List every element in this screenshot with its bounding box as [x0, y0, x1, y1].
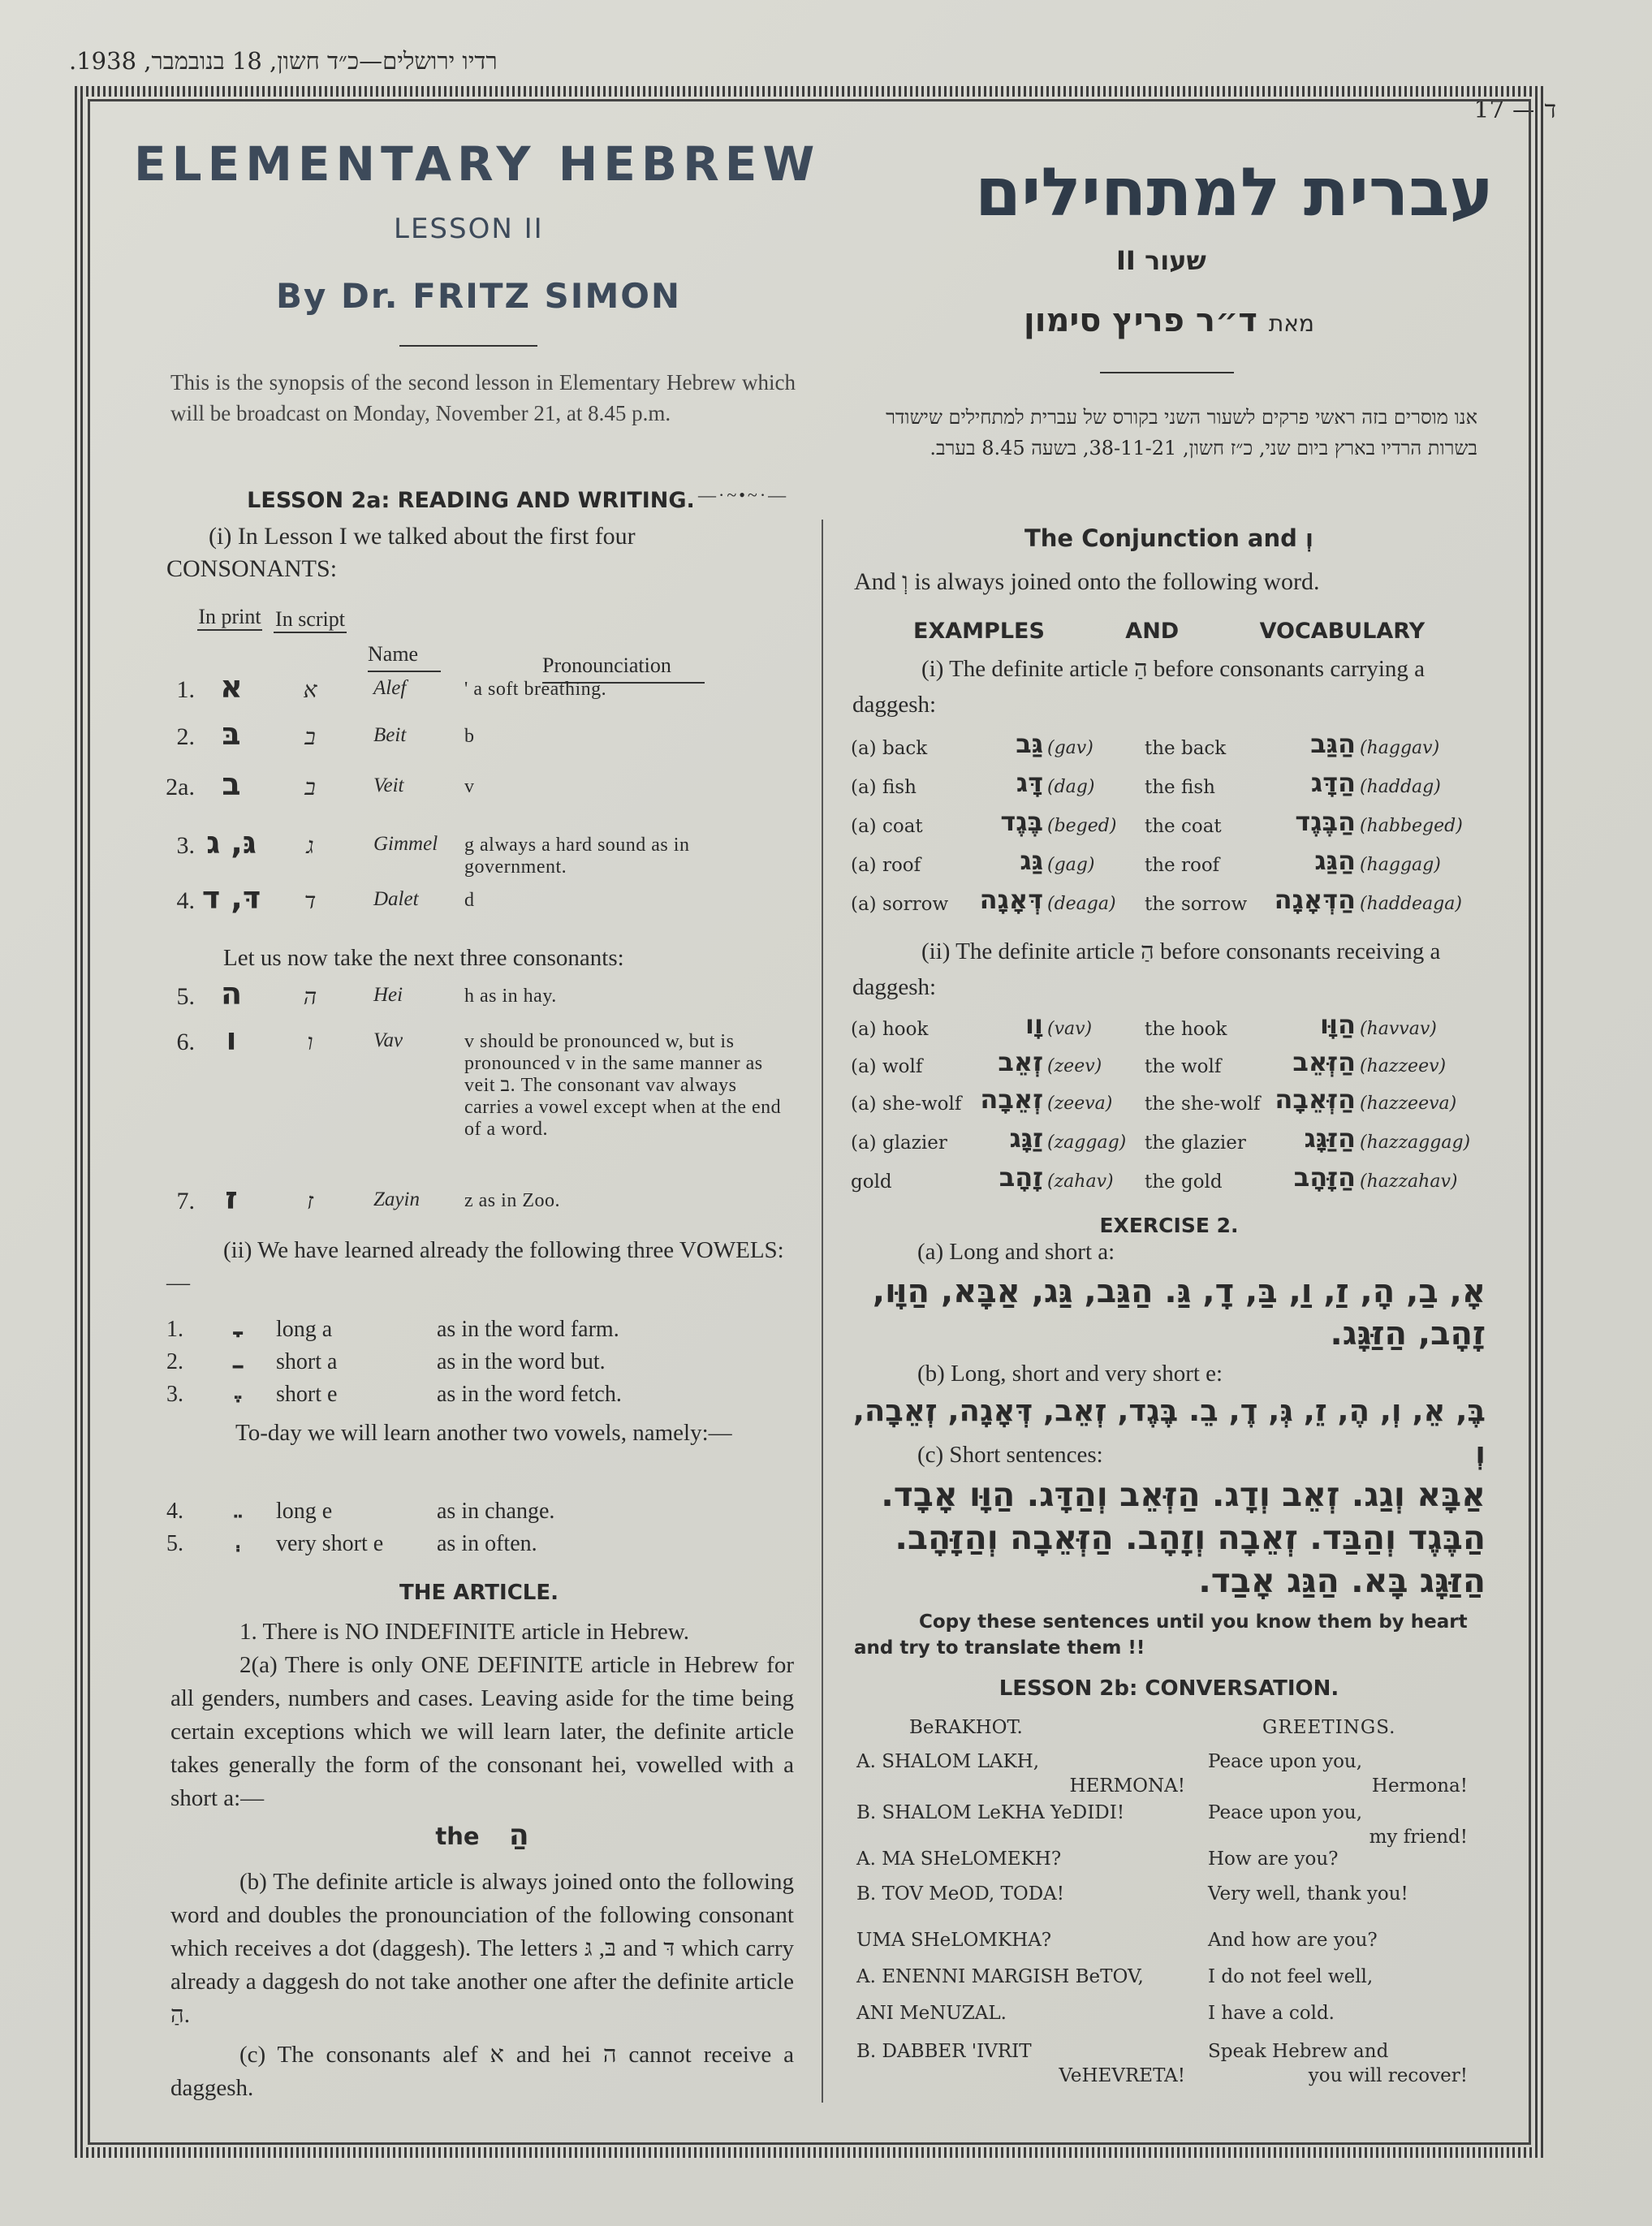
vocab-transliteration-definite: (haggav) — [1360, 738, 1440, 758]
vocab-hebrew-definite: הַזְּאֵבָה — [1275, 1084, 1356, 1115]
consonant-print: ה — [220, 976, 243, 1012]
vocab-english-definite: the roof — [1145, 855, 1220, 876]
consonant-script: ב — [304, 723, 316, 750]
consonant-name: Vav — [373, 1029, 403, 1051]
vowel-sign — [203, 1486, 252, 1518]
lesson-english: LESSON II — [394, 213, 544, 245]
conjunction-heading: The Conjunction and וְ — [1024, 524, 1313, 552]
divider — [1100, 372, 1234, 373]
vocab-hebrew: דָּג — [1016, 767, 1043, 798]
consonant-name: Dalet — [373, 888, 419, 910]
the-hebrew: הַ — [508, 1818, 529, 1852]
vowel-description: long a — [276, 1317, 333, 1342]
header-in-print: In print — [197, 605, 262, 631]
vocab-english: (a) coat — [851, 816, 923, 837]
conversation-english-line: How are you? — [1208, 1849, 1339, 1870]
vocab-english: (a) sorrow — [851, 894, 949, 915]
header-pronounciation: Pronounciation — [542, 649, 705, 684]
consonant-name: Alef — [373, 677, 407, 699]
vocab-transliteration: (zaggag) — [1047, 1132, 1127, 1153]
vocab-hebrew: גַּג — [1020, 845, 1043, 876]
consonant-print: בּ — [222, 716, 241, 752]
vocab-hebrew-definite: הַדְּאָגָה — [1274, 884, 1356, 915]
vocab-transliteration-definite: (havvav) — [1360, 1019, 1437, 1039]
vocab-hebrew-definite: הַזָּהָב — [1293, 1162, 1356, 1193]
vocab-english: (a) roof — [851, 855, 921, 876]
synopsis-hebrew: אנו מוסרים בזה ראשי פרקים לשעור השני בקורס של עברית למתחילים שישודר בשרות הרדיו בארץ ביום שני, כ״ז חשון, 38-11-21, בשעה 8.45 בערב. — [886, 406, 1477, 459]
vocab-transliteration: (zeeva) — [1047, 1094, 1113, 1114]
consonant-pronunciation: v — [464, 776, 475, 797]
vocab-english-definite: the back — [1145, 738, 1227, 759]
vocab-hebrew: זָהָב — [999, 1162, 1043, 1193]
consonant-print: א — [220, 669, 243, 705]
vowels-intro-text: (ii) We have learned already the following three VOWELS:— — [166, 1237, 784, 1296]
vocab-transliteration: (gav) — [1047, 738, 1093, 758]
exercise-b-label: (b) Long, short and very short e: — [917, 1361, 1223, 1387]
vowel-number: 4. — [166, 1499, 183, 1524]
exercise-c-hebrew: אַבָּא וְגַג. זְאֵב וְדָג. הַזְּאֵב וְהַדָּג. הַוָּו אָבָד. הַבֶּגֶד וְהַבַּד. זְאֵבָה וְזָהָב. הַזְּאֵבָה וְהַזָּהָב. הַזַּגָּג בָּא. הַגַּג אָבַד. — [881, 1475, 1486, 1600]
vowel-number: 5. — [166, 1531, 183, 1556]
consonant-pronunciation: b — [464, 726, 475, 747]
consonant-name: Zayin — [373, 1188, 420, 1210]
conversation-english-line-2: my friend! — [1369, 1827, 1468, 1848]
consonant-name: Veit — [373, 774, 404, 796]
vocab-hebrew-definite: הַגַּג — [1314, 845, 1356, 876]
consonant-script: ג — [306, 832, 314, 859]
consonant-number: 7. — [176, 1188, 195, 1214]
vowel-sign — [203, 1518, 252, 1551]
conversation-english-line: And how are you? — [1208, 1930, 1378, 1951]
vowel-number: 1. — [166, 1317, 183, 1342]
author-prefix: מאת — [1268, 310, 1314, 337]
exercise-a-hebrew: אָ, בַ, הָ, זַ, וַ, בַּ, דָ, גַּ. הַגַּב, גַּג, אַבָּא, הַוָּו, זָהָב, הַזַּגָּג. — [872, 1273, 1486, 1352]
vocab-english: (a) back — [851, 738, 928, 759]
vowel-example: as in the word farm. — [437, 1317, 619, 1342]
synopsis-english: This is the synopsis of the second lesson in Elementary Hebrew which will be broadcast on Monday, November 21, at 8.45 p.m. — [170, 370, 796, 425]
vowel-description: very short e — [276, 1531, 384, 1556]
left-column — [166, 485, 791, 585]
vocab-transliteration-definite: (hazzeeva) — [1360, 1094, 1457, 1114]
conversation-hebrew-line: UMA SHeLOMKHA? — [856, 1930, 1052, 1951]
vowel-description: short a — [276, 1349, 338, 1374]
vocab-transliteration-definite: (haggag) — [1360, 855, 1441, 875]
vocab-hebrew-definite: הַדָּג — [1310, 767, 1356, 798]
vocab-transliteration-definite: (hazzaggag) — [1360, 1132, 1471, 1153]
vocab-english-definite: the wolf — [1145, 1056, 1222, 1077]
header-name: Name — [368, 638, 441, 672]
vocab-hebrew: זְאֵבָה — [980, 1084, 1043, 1115]
article-heading: THE ARTICLE. — [399, 1581, 559, 1605]
vocab-english: (a) wolf — [851, 1056, 923, 1077]
next-three-text: Let us now take the next three consonants: — [223, 945, 624, 971]
vocab-english-definite: the glazier — [1145, 1132, 1246, 1154]
vocab-transliteration: (deaga) — [1047, 894, 1116, 914]
vowel-description: short e — [276, 1382, 338, 1407]
conversation-english-line: I do not feel well, — [1208, 1966, 1374, 1987]
the-label: the — [435, 1823, 480, 1850]
title-hebrew: עברית למתחילים — [975, 154, 1494, 231]
vocab-english: (a) she-wolf — [851, 1094, 962, 1115]
vocab-hebrew: וָו — [1025, 1009, 1043, 1040]
vocab-hebrew: זַגָּג — [1009, 1123, 1043, 1154]
definite-article-ii: (ii) The definite article הַ before consonants receiving a daggesh: — [852, 938, 1441, 1000]
vocab-english-definite: the coat — [1145, 816, 1222, 837]
exercise-heading: EXERCISE 2. — [1099, 1214, 1239, 1237]
vowel-sign — [203, 1369, 252, 1401]
consonant-pronunciation: v should be pronounced w, but is pronounced v in the same manner as veit ב. The consonant vav always carries a vowel except when at the end of a word. — [464, 1031, 782, 1140]
vocab-transliteration: (vav) — [1047, 1019, 1093, 1039]
consonant-print: ז — [225, 1180, 238, 1216]
vocab-hebrew-definite: הַבֶּגֶד — [1295, 806, 1356, 837]
vocab-transliteration-definite: (haddeaga) — [1360, 894, 1462, 914]
conversation-hebrew-line: A. SHALOM LAKH, — [856, 1751, 1040, 1772]
consonant-print: ו — [226, 1021, 237, 1057]
consonant-number: 1. — [176, 676, 195, 703]
consonant-name: Beit — [373, 724, 407, 746]
vocab-hebrew: בֶּגֶד — [1000, 806, 1043, 837]
exercise-c-label: (c) Short sentences: — [917, 1442, 1103, 1468]
consonant-number: 6. — [176, 1029, 195, 1055]
vowels-intro — [166, 1234, 791, 1299]
conversation-header-left: BeRAKHOT. — [909, 1717, 1023, 1738]
vowel-example: as in often. — [437, 1531, 537, 1556]
examples-heading: EXAMPLES AND VOCABULARY — [913, 619, 1426, 644]
vocab-hebrew-definite: הַזַּגָּג — [1304, 1123, 1356, 1154]
conversation-english-line-2: Hermona! — [1371, 1775, 1468, 1797]
consonant-number: 2. — [176, 723, 195, 750]
title-english: ELEMENTARY HEBREW — [134, 136, 821, 192]
vowel-description: long e — [276, 1499, 333, 1524]
consonant-pronunciation: h as in hay. — [464, 986, 557, 1007]
consonant-name: Hei — [373, 984, 403, 1006]
vowel-example: as in the word fetch. — [437, 1382, 622, 1407]
conversation-hebrew-line-2: VeHEVRETA! — [1059, 2065, 1185, 2086]
vocab-transliteration: (gag) — [1047, 855, 1095, 875]
running-head: רדיו ירושלים—כ״ד חשון, 18 בנובמבר, 1938. — [69, 47, 498, 75]
consonant-script: א — [303, 676, 317, 703]
article-point-2c: (c) The consonants alef א and hei ה cannot receive a daggesh. — [170, 2042, 795, 2101]
conjunction-text: And וְ is always joined onto the following word. — [854, 568, 1320, 595]
conversation-header-right: GREETINGS. — [1262, 1717, 1396, 1738]
vowel-number: 2. — [166, 1349, 183, 1374]
author-hebrew — [966, 302, 1372, 339]
consonant-pronunciation: z as in Zoo. — [464, 1190, 560, 1211]
exercise-a-label: (a) Long and short a: — [917, 1239, 1115, 1265]
consonant-pronunciation: d — [464, 890, 475, 911]
consonant-print: דּ, ד — [201, 880, 261, 916]
article-point-2b: (b) The definite article is always joined onto the following word and doubles the pronounciation of the following consonant which receives a dot (daggesh). The letters בּ, גּ and דּ which carry already a daggesh do not take another one after the definite article הַ. — [170, 1869, 794, 2028]
conversation-heading: LESSON 2b: CONVERSATION. — [999, 1676, 1339, 1701]
vocab-english-definite: the fish — [1145, 777, 1215, 798]
vocab-transliteration: (zahav) — [1047, 1171, 1114, 1192]
section-heading: LESSON 2a: READING AND WRITING. — [247, 488, 695, 513]
conversation-english-line: Very well, thank you! — [1208, 1883, 1408, 1905]
conversation-hebrew-line: ANI MeNUZAL. — [856, 2003, 1007, 2024]
vowel-sign — [203, 1336, 252, 1369]
vowel-sign — [203, 1304, 252, 1336]
definite-article-i: (i) The definite article הַ before consonants carrying a daggesh: — [852, 656, 1426, 718]
vocab-english: gold — [851, 1171, 892, 1193]
vocab-transliteration: (dag) — [1047, 777, 1095, 797]
vocab-english: (a) hook — [851, 1019, 929, 1040]
conversation-english-line: Speak Hebrew and — [1208, 2041, 1389, 2062]
vocab-transliteration-definite: (habbeged) — [1360, 816, 1463, 836]
vocab-english-definite: the sorrow — [1145, 894, 1248, 915]
vowel-example: as in the word but. — [437, 1349, 606, 1374]
page-number: 17 — ד — [1473, 96, 1556, 124]
vocab-transliteration-definite: (haddag) — [1360, 777, 1441, 797]
exercise-b-hebrew: בֶּ, אֵ, וְ, הֶ, זֵ, גְּ, דֶ, בֵ. בֶּגֶד, זְאֵב, דְּאָגָה, זְאֵבָה, וְ — [852, 1393, 1486, 1470]
vocab-hebrew: גַּב — [1016, 728, 1043, 759]
conversation-hebrew-line: A. MA SHeLOMEKH? — [856, 1849, 1062, 1870]
consonant-number: 4. — [176, 887, 195, 914]
author-english: By Dr. FRITZ SIMON — [276, 276, 682, 316]
consonant-script: ב — [304, 774, 316, 800]
copy-note: Copy these sentences until you know them by heart and try to translate them !! — [854, 1611, 1468, 1659]
vocab-english: (a) fish — [851, 777, 917, 798]
conversation-hebrew-line: B. SHALOM LeKHA YeDIDI! — [856, 1802, 1125, 1823]
consonant-print: ב — [222, 766, 241, 802]
column-divider — [822, 520, 823, 2103]
consonant-pronunciation: ' a soft breathing. — [464, 679, 607, 700]
vocab-transliteration-definite: (hazzeev) — [1360, 1056, 1447, 1076]
conversation-hebrew-line: B. DABBER 'IVRIT — [856, 2041, 1032, 2062]
vowels2-intro — [166, 1417, 791, 1449]
consonant-script: ד — [304, 887, 317, 914]
vocab-english-definite: the gold — [1145, 1171, 1223, 1193]
consonant-script: ה — [303, 983, 317, 1010]
article-point-2a: 2(a) There is only ONE DEFINITE article in Hebrew for all genders, numbers and cases. Leaving aside for the time being certain exceptions which we will learn later, the definite article takes generally the form of the consonant hei, vowelled with a short a:— — [170, 1652, 794, 1811]
lesson-hebrew: שעור II — [1116, 245, 1206, 276]
consonant-script: ז — [307, 1188, 313, 1214]
article-text — [170, 1616, 794, 2105]
vocab-transliteration: (zeev) — [1047, 1056, 1102, 1076]
conversation-hebrew-line: B. TOV MeOD, TODA! — [856, 1883, 1064, 1905]
conversation-english-line: Peace upon you, — [1208, 1802, 1363, 1823]
conversation-hebrew-line-2: HERMONA! — [1069, 1775, 1185, 1797]
vowels2-intro-text: To-day we will learn another two vowels, namely:— — [235, 1420, 732, 1446]
vocab-hebrew-definite: הַגַּב — [1310, 728, 1356, 759]
vocab-hebrew-definite: הַוָּו — [1320, 1009, 1356, 1040]
vowel-number: 3. — [166, 1382, 183, 1407]
conversation-english-line: Peace upon you, — [1208, 1751, 1363, 1772]
intro-text: (i) In Lesson I we talked about the first four CONSONANTS: — [166, 523, 636, 582]
divider — [399, 345, 537, 347]
author-name: ד״ר פריץ סימון — [1024, 302, 1257, 339]
consonant-script: ו — [307, 1029, 313, 1055]
ornament: —·~•~·— — [698, 485, 789, 505]
conversation-hebrew-line: A. ENENNI MARGISH BeTOV, — [856, 1966, 1144, 1987]
consonant-name: Gimmel — [373, 833, 438, 855]
article-point-1: 1. There is NO INDEFINITE article in Hebrew. — [239, 1619, 690, 1645]
conversation-english-line-2: you will recover! — [1308, 2065, 1468, 2086]
conversation-english-line: I have a cold. — [1208, 2003, 1335, 2024]
the-article-example — [170, 1818, 794, 1854]
vowel-example: as in change. — [437, 1499, 555, 1524]
consonant-number: 3. — [176, 832, 195, 859]
vocab-hebrew: זְאֵב — [998, 1046, 1043, 1077]
vocab-hebrew-definite: הַזְּאֵב — [1292, 1046, 1356, 1077]
vocab-transliteration: (beged) — [1047, 816, 1117, 836]
vocab-english-definite: the hook — [1145, 1019, 1227, 1040]
consonant-pronunciation: g always a hard sound as in government. — [464, 835, 690, 878]
vocab-english-definite: the she-wolf — [1145, 1094, 1261, 1115]
header-in-script: In script — [274, 607, 347, 633]
vocab-transliteration-definite: (hazzahav) — [1360, 1171, 1458, 1192]
consonant-number: 2a. — [166, 774, 195, 800]
consonant-print: גּ, ג — [206, 825, 257, 861]
vocab-english: (a) glazier — [851, 1132, 947, 1154]
consonant-number: 5. — [176, 983, 195, 1010]
vocab-hebrew: דְּאָגָה — [979, 884, 1043, 915]
